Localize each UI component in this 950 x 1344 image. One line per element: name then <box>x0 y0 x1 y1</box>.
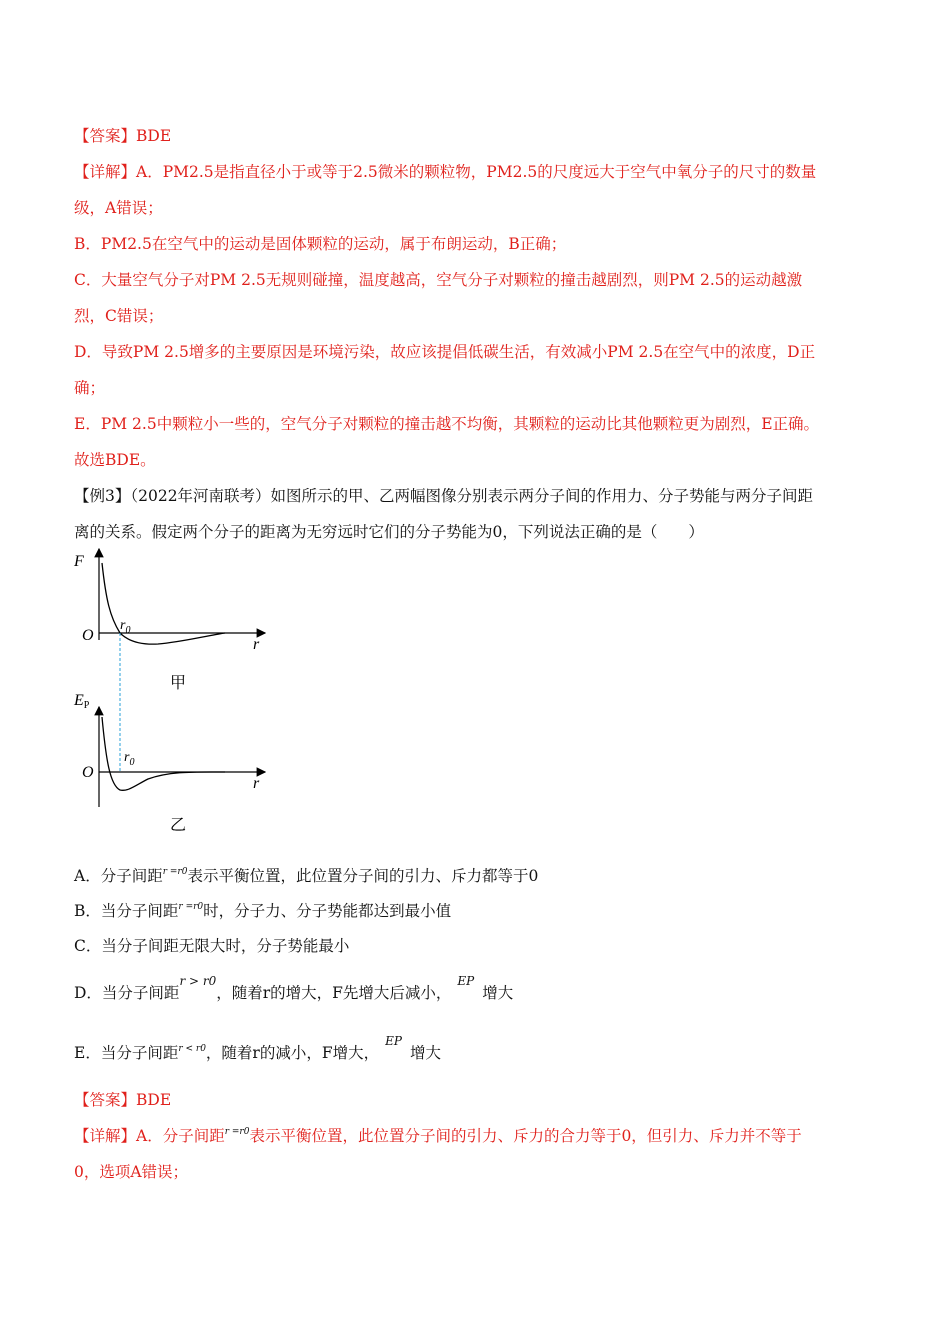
option-b-math: r =r0 <box>178 902 204 912</box>
top-r0-label: $r_0$ <box>120 618 131 636</box>
answer-label: 【答案】 <box>74 1091 137 1109</box>
detail2-line-2: 0，选项A错误； <box>74 1163 189 1181</box>
example-question: 离的关系。假定两个分子的距离为无穷远时它们的分子势能为0，下列说法正确的是（ ） <box>74 523 704 541</box>
example-heading: 【例3】（2022年河南联考）如图所示的甲、乙两幅图像分别表示两分子间的作用力、分子势能与两分子间距 <box>74 487 814 505</box>
detail-line: 级，A错误； <box>74 199 163 217</box>
bottom-x-label: r <box>253 775 260 792</box>
answer-value: BDE <box>136 127 172 145</box>
option-e <box>74 1034 441 1063</box>
answer-value: BDE <box>136 1091 172 1109</box>
option-a-text: 表示平衡位置，此位置分子间的引力、斥力都等于0 <box>187 867 539 885</box>
option-d-text: ，随着r的增大，F先增大后减小， <box>216 984 452 1002</box>
detail-line: 故选BDE。 <box>74 451 156 469</box>
option-a <box>74 866 538 886</box>
detail-line: E．PM 2.5中颗粒小一些的，空气分子对颗粒的撞击越不均衡，其颗粒的运动比其他颗粒更为剧烈，E正确。 <box>74 415 820 433</box>
option-d-ep: EP <box>457 974 475 988</box>
detail-line: 确； <box>74 379 106 397</box>
bottom-origin-label: O <box>82 764 94 781</box>
force-energy-figure <box>70 545 280 840</box>
option-a-math: r =r0 <box>162 867 188 877</box>
option-d <box>74 974 514 1003</box>
answer-line-1 <box>74 126 171 146</box>
option-c: C．当分子间距无限大时，分子势能最小 <box>74 937 350 955</box>
option-d-math: r > r0 <box>179 974 217 988</box>
bottom-caption: 乙 <box>170 817 187 834</box>
option-b-text: 时，分子力、分子势能都达到最小值 <box>203 902 452 920</box>
top-caption: 甲 <box>170 675 187 692</box>
option-e-text: ，随着r的减小，F增大， <box>205 1044 380 1062</box>
top-y-label: F <box>74 553 84 570</box>
option-e-suffix: 增大 <box>409 1044 441 1062</box>
detail-line: 【详解】A．PM2.5是指直径小于或等于2.5微米的颗粒物，PM2.5的尺度远大于空气中氧分子的尺寸的数量 <box>74 163 817 181</box>
top-origin-label: O <box>82 627 94 644</box>
option-b-prefix: B．当分子间距 <box>74 902 179 920</box>
bottom-y-label: EP <box>74 692 90 711</box>
answer-label: 【答案】 <box>74 127 137 145</box>
option-e-math: r < r0 <box>178 1044 206 1054</box>
answer-line-2 <box>74 1090 171 1110</box>
option-b <box>74 901 451 921</box>
detail2-line-1 <box>74 1126 802 1146</box>
option-a-prefix: A．分子间距 <box>74 867 163 885</box>
detail-line: B．PM2.5在空气中的运动是固体颗粒的运动，属于布朗运动，B正确； <box>74 235 567 253</box>
option-e-prefix: E．当分子间距 <box>74 1044 179 1062</box>
detail2-text: 表示平衡位置，此位置分子间的引力、斥力的合力等于0，但引力、斥力并不等于 <box>249 1127 802 1145</box>
option-e-ep: EP <box>385 1034 402 1048</box>
detail2-prefix: 【详解】A．分子间距 <box>74 1127 225 1145</box>
option-d-prefix: D．当分子间距 <box>74 984 180 1002</box>
detail-line: D．导致PM 2.5增多的主要原因是环境污染，故应该提倡低碳生活，有效减小PM 2.5在空气中的浓度，D正 <box>74 343 816 361</box>
detail-line: C．大量空气分子对PM 2.5无规则碰撞，温度越高，空气分子对颗粒的撞击越剧烈，则PM 2.5的运动越激 <box>74 271 803 289</box>
bottom-r0-label: $r_0$ <box>124 750 135 768</box>
detail2-math: r =r0 <box>224 1127 250 1137</box>
detail-line: 烈，C错误； <box>74 307 164 325</box>
top-x-label: r <box>253 636 260 653</box>
option-d-suffix: 增大 <box>482 984 514 1002</box>
